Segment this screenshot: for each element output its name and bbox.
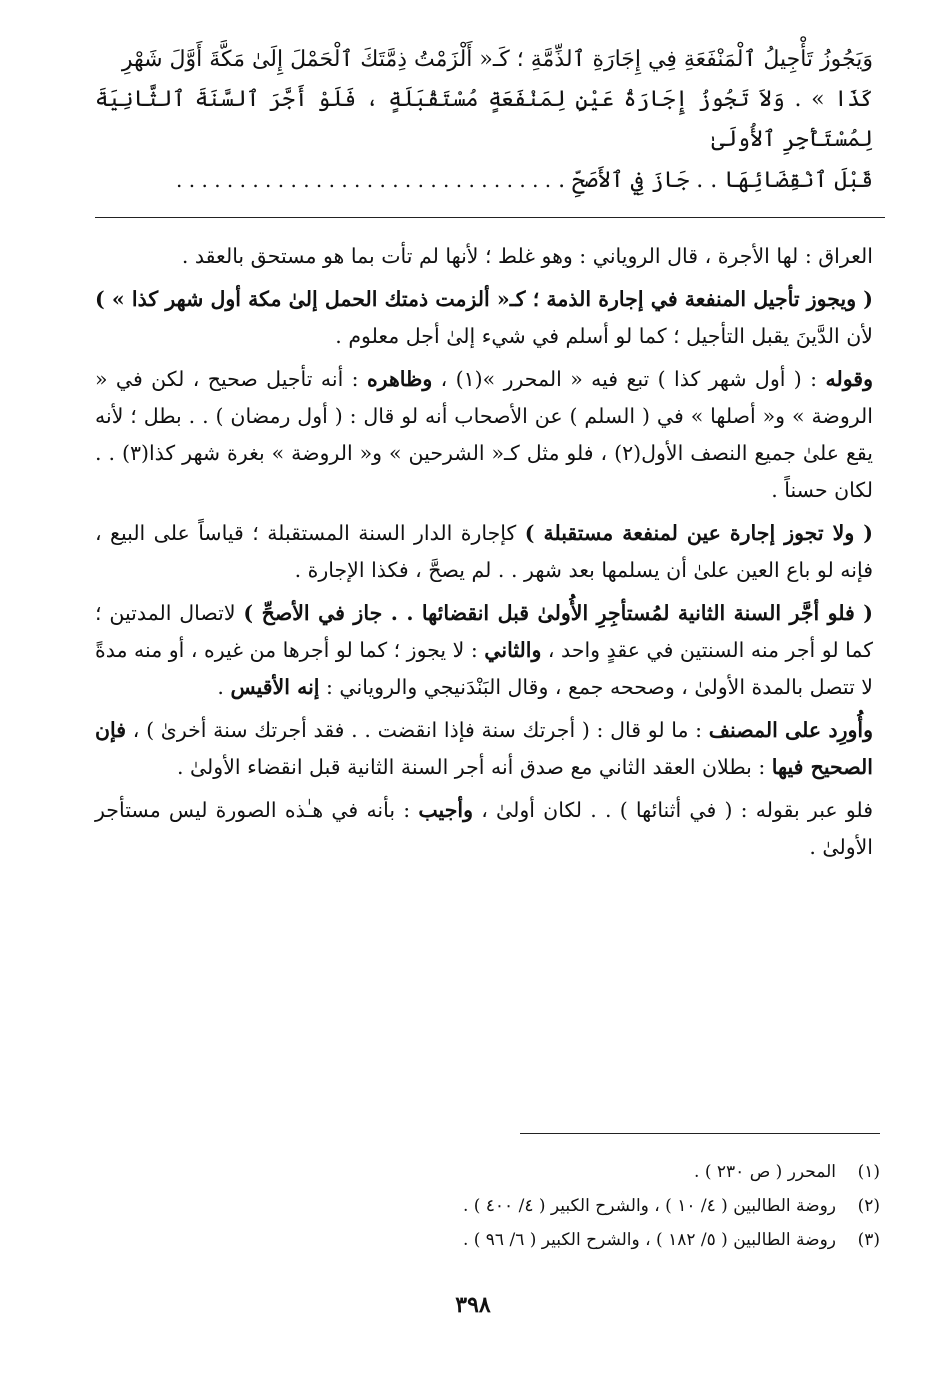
footnote-number: (٢) — [857, 1196, 880, 1216]
sharh-text: : لا يجوز ؛ كما لو أجرها من غيره ، أو منه مدةً لا تتصل بالمدة الأولىٰ ، وصححه جمع ، وقال البَنْدَنيجي والروياني : — [95, 638, 873, 699]
sharh-text: كإجارة الدار السنة المستقبلة ؛ قياساً على البيع ، فإنه لو باع العين علىٰ أن يسلمها بعد شهر . . لم يصحَّ ، فكذا الإجارة . — [95, 521, 873, 582]
matn-quote: ( فلو أجَّر السنة الثانية لمُستأجِرِ الأُولىٰ قبل انقضائها . . جاز في الأصحِّ ) — [243, 601, 873, 625]
sharh-paragraph: العراق : لها الأجرة ، قال الروياني : وهو غلط ؛ لأنها لم تأت بما هو مستحق بالعقد . — [181, 244, 873, 268]
sharh-paragraph — [95, 595, 873, 706]
sharh-text: لأن الدَّينَ يقبل التأجيل ؛ كما لو أسلم في شيء إلىٰ أجل معلوم . — [335, 324, 873, 348]
footnote-number: (١) — [857, 1162, 880, 1182]
sharh-text: لاتصال المدتين ؛ كما لو أجر منه السنتين في عقدٍ واحد ، — [95, 601, 873, 662]
matn-text — [95, 40, 873, 201]
sharh-paragraph — [95, 712, 873, 786]
footnote-text: روضة الطالبين ( ٥/ ١٨٢ ) ، والشرح الكبير ( ٦/ ٩٦ ) . — [462, 1230, 836, 1250]
matn-line — [95, 160, 873, 201]
footnote-text: المحرر ( ص ٢٣٠ ) . — [694, 1162, 836, 1182]
matn-quote: ( ولا تجوز إجارة عين لمنفعة مستقبلة ) — [524, 521, 873, 545]
footnote-number: (٣) — [857, 1230, 880, 1250]
sharh-text: . — [217, 675, 231, 699]
keyword: وأجيب — [418, 798, 474, 822]
footnote — [95, 1223, 880, 1257]
matn-line-text: قَبْلَ ٱنْقِضَائِهَا . . جَازَ فِي ٱلأَصَحِّ . — [558, 168, 873, 193]
page-number: ٣٩٨ — [455, 1292, 491, 1318]
matn-quote: ( ويجوز تأجيل المنفعة في إجارة الذمة ؛ كـ« ألزمت ذمتك الحمل إلىٰ مكة أول شهر كذا » ) — [95, 287, 873, 311]
footnote-separator — [520, 1133, 880, 1134]
sharh-commentary — [95, 238, 873, 872]
sharh-paragraph — [95, 361, 873, 509]
sharh-paragraph — [95, 515, 873, 589]
footnotes — [95, 1155, 880, 1257]
footnote-text: روضة الطالبين ( ٤/ ١٠ ) ، والشرح الكبير ( ٤/ ٤٠٠ ) . — [462, 1196, 836, 1216]
sharh-text: : ( أول شهر كذا ) تبع فيه « المحرر »(١) ، — [432, 367, 826, 391]
keyword: وأُورِد على المصنف — [708, 718, 873, 742]
matn-separator — [95, 217, 885, 218]
footnote — [95, 1155, 880, 1189]
keyword: وظاهره — [366, 367, 433, 391]
matn-line: كَذَا » . وَلاَ تَجُوزُ إِجَارَةُ عَيْنٍ لِمَنْفَعَةٍ مُسْتَقْبَلَةٍ ، فَلَوْ أَجَّرَ ٱلسَّنَةَ ٱلثَّانِيَةَ لِمُسْتَأْجِرِ ٱلأُولَىٰ — [95, 87, 873, 152]
matn-dots: . . . . . . . . . . . . . . . . . . . . . . . . . . . . . . — [176, 168, 552, 192]
sharh-paragraph — [95, 281, 873, 355]
keyword: وقوله — [825, 367, 873, 391]
sharh-text: : ما لو قال : ( أجرتك سنة فإذا انقضت . . فقد أجرتك سنة أخرىٰ ) ، — [126, 718, 709, 742]
footnote — [95, 1189, 880, 1223]
sharh-paragraph — [95, 792, 873, 866]
sharh-text: فلو عبر بقوله : ( في أثنائها ) . . لكان أولىٰ ، — [473, 798, 873, 822]
sharh-text: : أنه تأجيل صحيح ، لكن في « الروضة » و« أصلها » في ( السلم ) عن الأصحاب أنه لو قال : ( أول رمضان ) . . بطل ؛ لأنه يقع علىٰ جميع النصف الأول(٢) ، فلو مثل كـ« الشرحين » و« الروضة » بغرة شهر كذا(٣) . . لكان حسناً . — [95, 367, 873, 502]
keyword: فإن الصحيح فيها — [95, 718, 873, 779]
matn-block — [95, 40, 873, 201]
keyword: والثاني — [484, 638, 542, 662]
sharh-text: : بأنه في هـٰذه الصورة ليس مستأجر الأولىٰ . — [95, 798, 873, 859]
sharh-text: : بطلان العقد الثاني مع صدق أنه أجر السنة الثانية قبل انقضاء الأولىٰ . — [176, 755, 772, 779]
matn-line: وَيَجُوزُ تَأْجِيلُ ٱلْمَنْفَعَةِ فِي إِجَارَةِ ٱلذِّمَّةِ ؛ كَـ« أَلْزَمْتُ ذِمَّتَكَ ٱلْحَمْلَ إِلَىٰ مَكَّةَ أَوَّلَ شَهْرِ — [121, 47, 873, 72]
keyword: إنه الأقيس — [230, 675, 320, 699]
